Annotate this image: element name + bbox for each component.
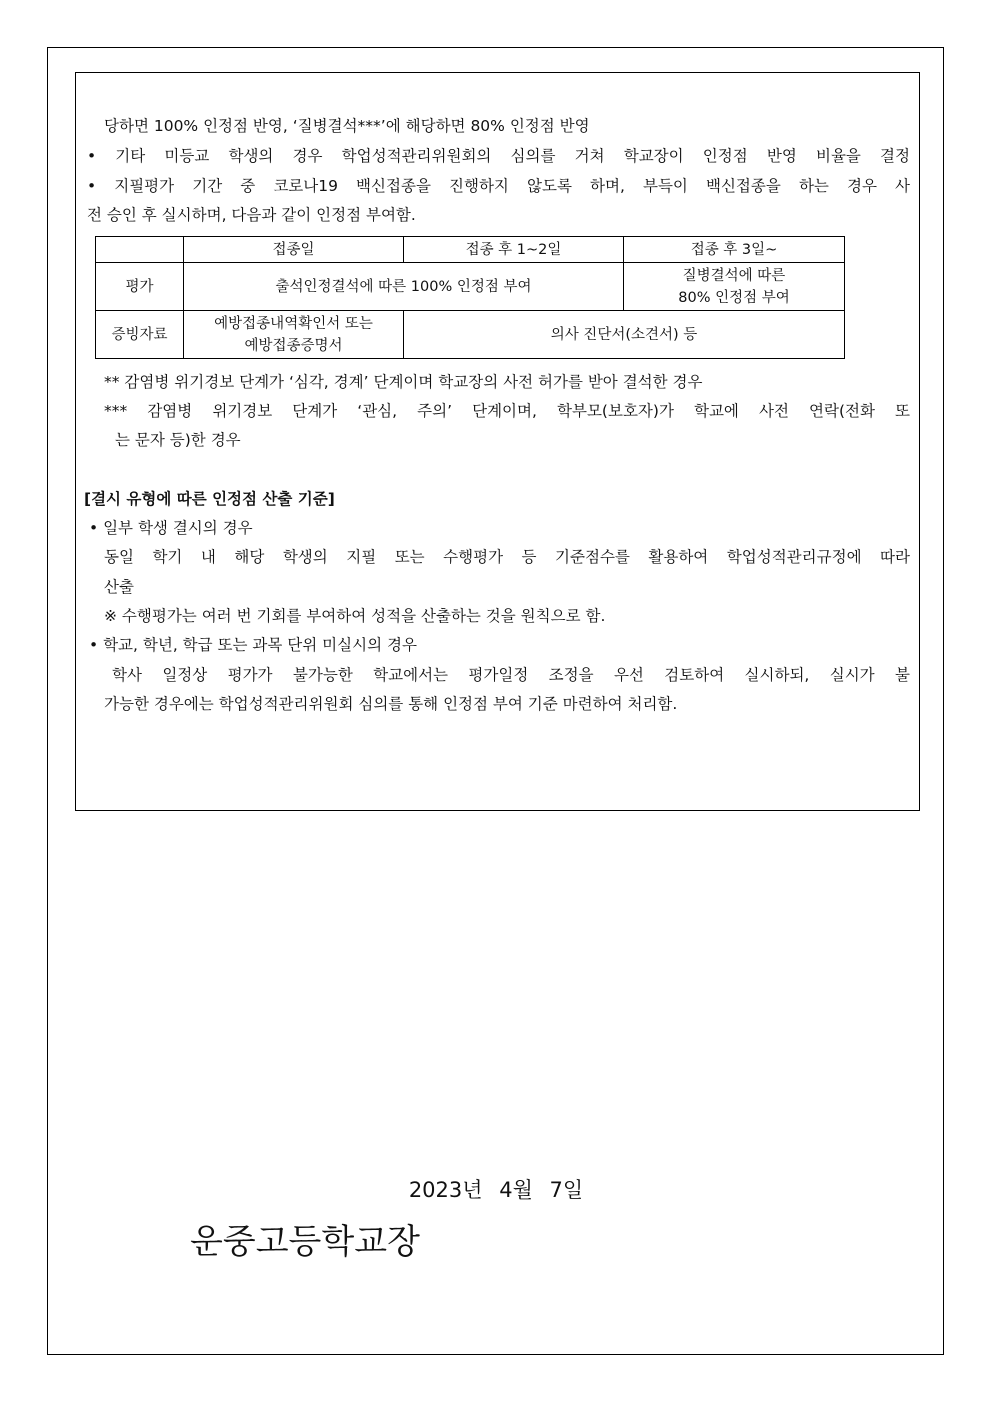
- text-line: 동일 학기 내 해당 학생의 지필 또는 수행평가 등 기준점수를 활용하여 학업성적관리규정에 따라: [104, 548, 910, 566]
- text-line: 가능한 경우에는 학업성적관리위원회 심의를 통해 인정점 부여 기준 마련하여 처리함.: [104, 695, 678, 713]
- signer-title: 운중고등학교장: [190, 1222, 420, 1262]
- table-header: 접종 후 1~2일: [404, 237, 624, 263]
- table-cell-line: 80% 인정점 부여: [678, 289, 790, 306]
- table-cell: 출석인정결석에 따른 100% 인정점 부여: [184, 263, 624, 311]
- bullet-item: • 학교, 학년, 학급 또는 과목 단위 미실시의 경우: [89, 636, 417, 654]
- table-cell: 의사 진단서(소견서) 등: [404, 311, 845, 359]
- bullet-item: • 기타 미등교 학생의 경우 학업성적관리위원회의 심의를 거쳐 학교장이 인정점 반영 비율을 결정: [87, 147, 910, 165]
- text-line: 당하면 100% 인정점 반영, ‘질병결석***’에 해당하면 80% 인정점 반영: [104, 117, 590, 135]
- bullet-item: • 지필평가 기간 중 코로나19 백신접종을 진행하지 않도록 하며, 부득이 백신접종을 하는 경우 사: [87, 177, 910, 195]
- footnote: 는 문자 등)한 경우: [115, 431, 241, 449]
- note-line: ※ 수행평가는 여러 번 기회를 부여하여 성적을 산출하는 것을 원칙으로 함.: [104, 607, 606, 625]
- text-line: 학사 일정상 평가가 불가능한 학교에서는 평가일정 조정을 우선 검토하여 실시하되, 실시가 불: [112, 666, 910, 684]
- table-row-label: 평가: [96, 263, 184, 311]
- table-cell: [624, 263, 845, 311]
- footnote: *** 감염병 위기경보 단계가 ‘관심, 주의’ 단계이며, 학부모(보호자)가 학교에 사전 연락(전화 또: [104, 402, 910, 420]
- vaccination-table: [95, 236, 845, 359]
- footnote: ** 감염병 위기경보 단계가 ‘심각, 경계’ 단계이며 학교장의 사전 허가를 받아 결석한 경우: [104, 373, 703, 391]
- table-row-label: 증빙자료: [96, 311, 184, 359]
- table-cell-line: 예방접종내역확인서 또는: [214, 315, 373, 332]
- text-line: 전 승인 후 실시하며, 다음과 같이 인정점 부여함.: [87, 206, 416, 224]
- table-cell-line: 질병결석에 따른: [682, 267, 786, 284]
- text-line: 산출: [104, 578, 134, 596]
- table-cell-line: 예방접종증명서: [244, 337, 343, 354]
- table-header: 접종일: [184, 237, 404, 263]
- section-title: [결시 유형에 따른 인정점 산출 기준]: [84, 490, 335, 508]
- table-cell: [184, 311, 404, 359]
- bullet-item: • 일부 학생 결시의 경우: [89, 519, 253, 537]
- table-header: 접종 후 3일~: [624, 237, 845, 263]
- document-date: 2023년 4월 7일: [408, 1178, 584, 1202]
- table-header-empty: [96, 237, 184, 263]
